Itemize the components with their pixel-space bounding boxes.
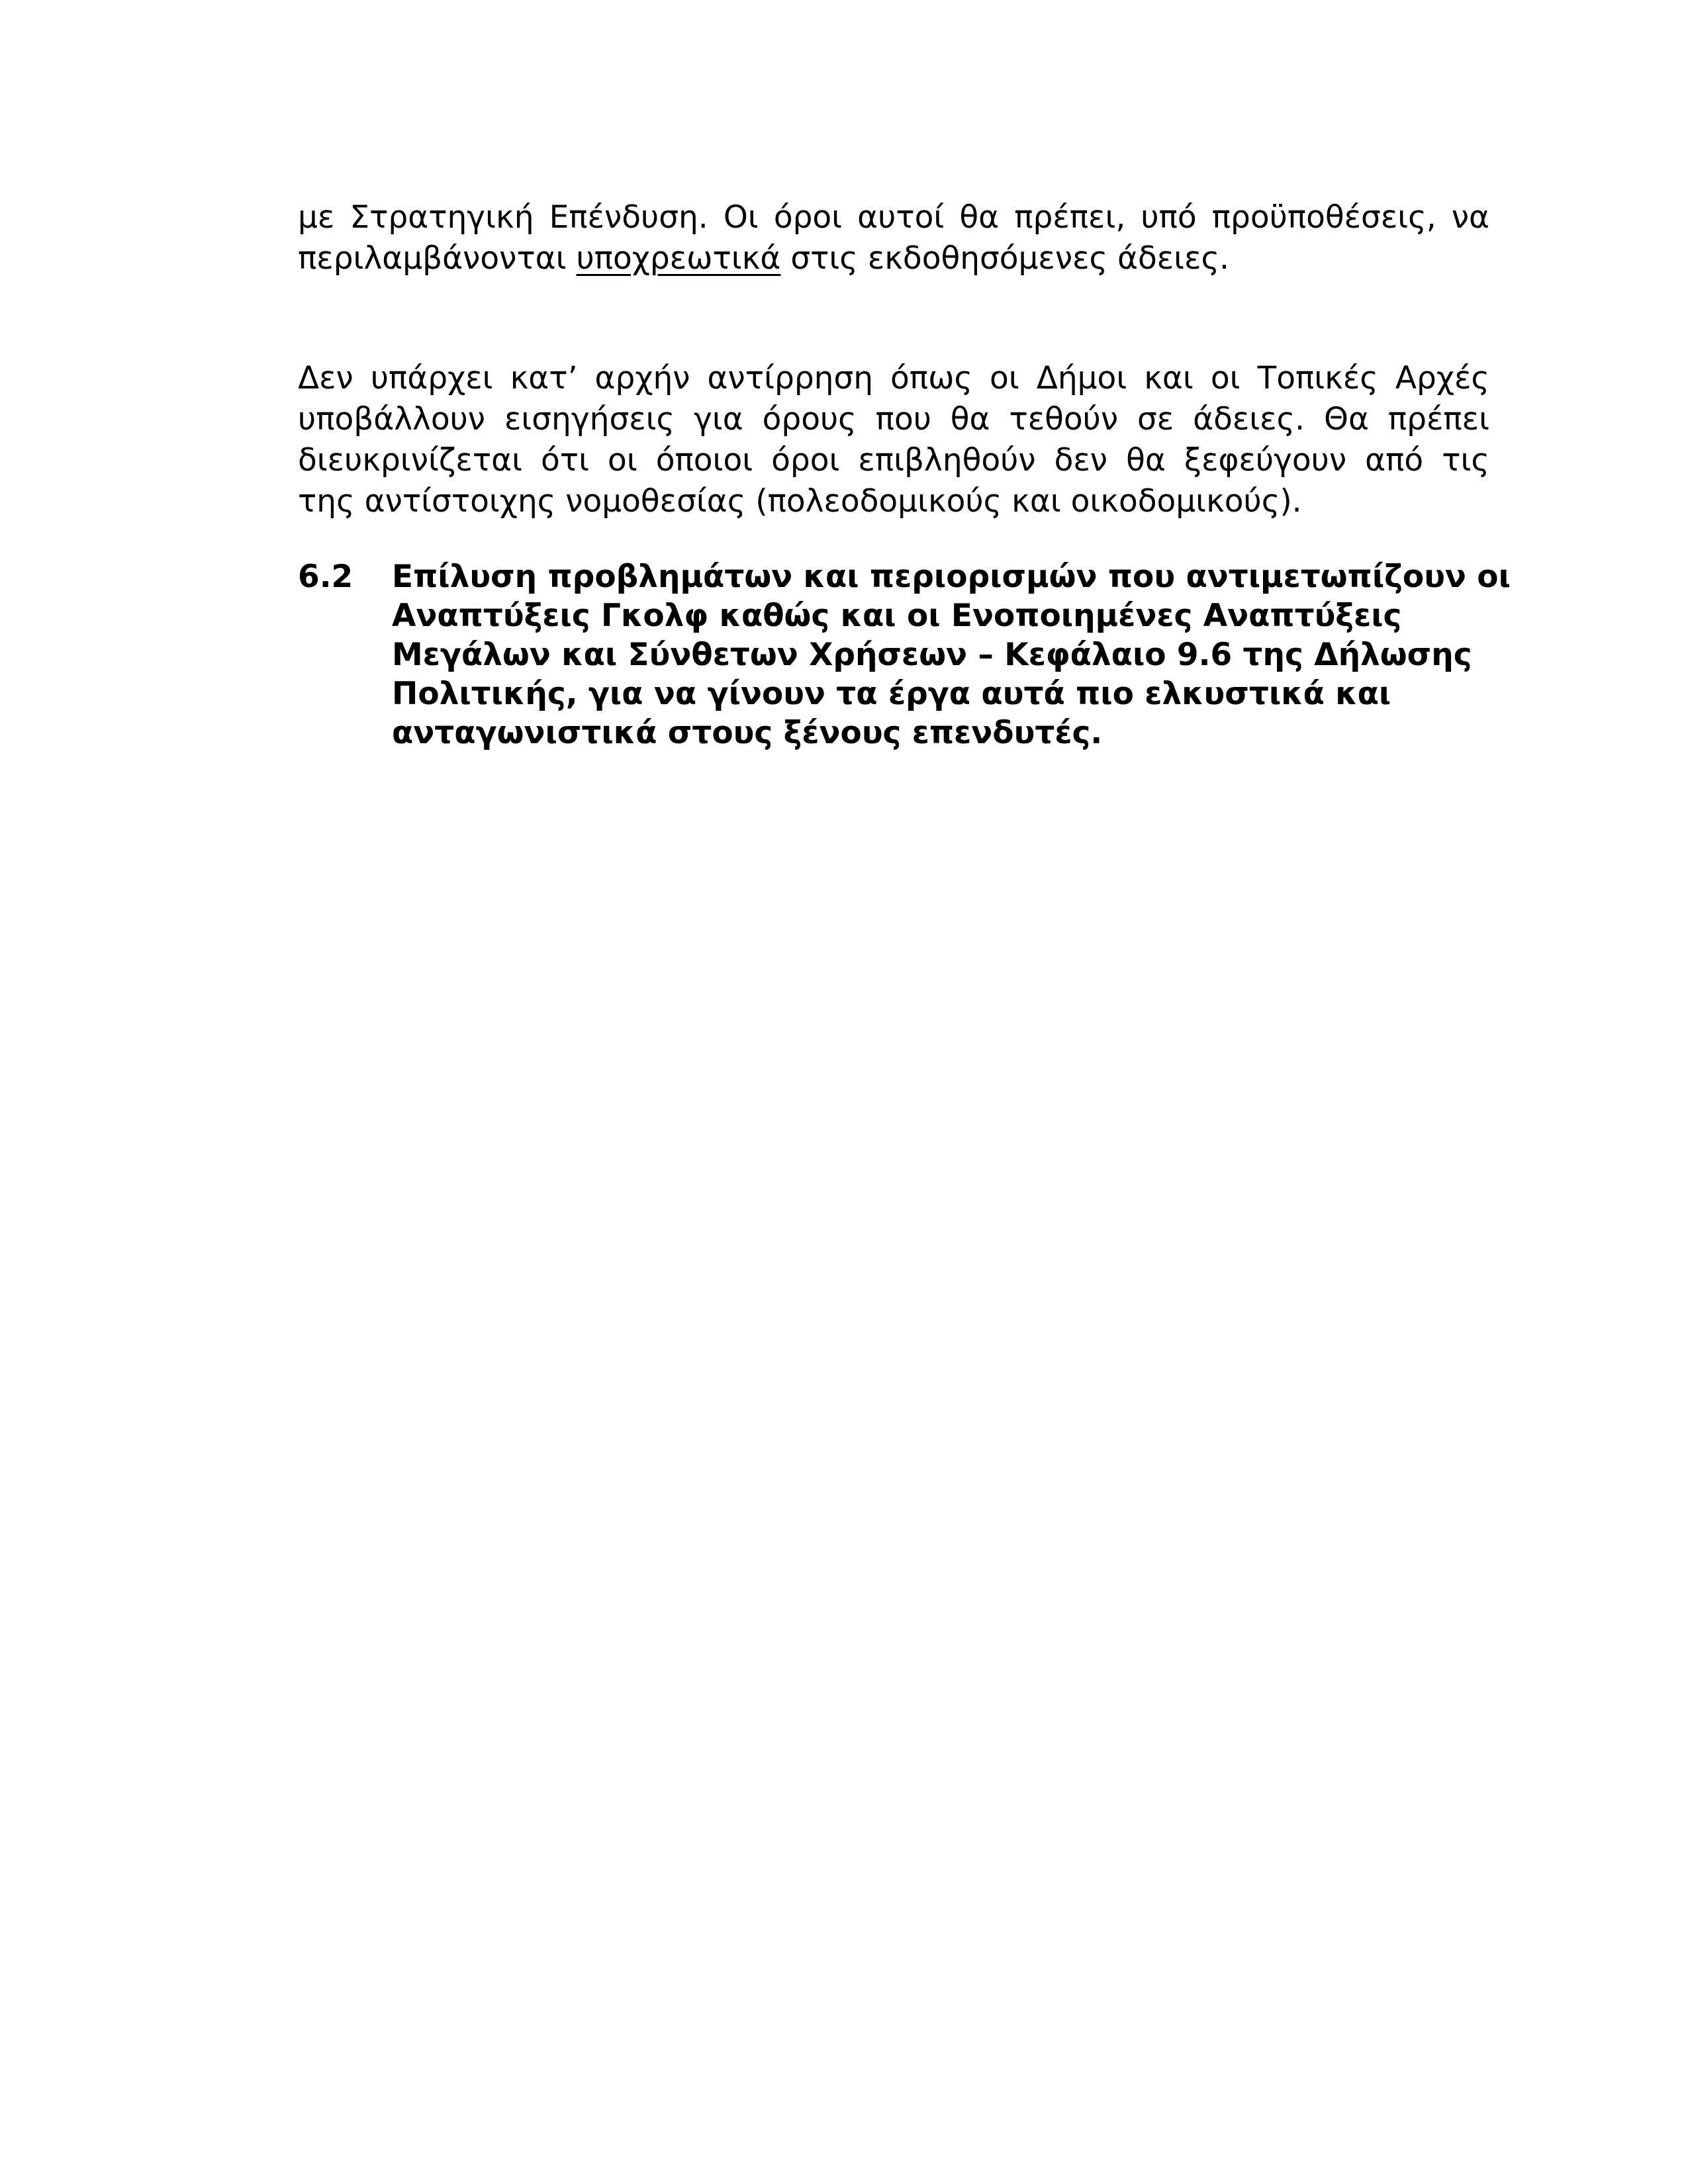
paragraph2-line: διευκρινίζεται ότι οι όποιοι όροι επιβληθούν δεν θα ξεφεύγουν από τις [298,442,1489,478]
section-title-line: Επίλυση προβλημάτων και περιορισμών που αντιμετωπίζουν οι [392,559,1511,595]
paragraph2-line: Δεν υπάρχει κατ’ αρχήν αντίρρηση όπως οι Δήμοι και οι Τοπικές Αρχές [298,360,1489,396]
paragraph-strategic-investment [298,197,1489,279]
section-title-line: Μεγάλων και Σύνθετων Χρήσεων – Κεφάλαιο 9.6 της Δήλωσης [392,637,1472,673]
paragraph2-line: της αντίστοιχης νομοθεσίας (πολεοδομικούς και οικοδομικούς). [298,483,1302,520]
paragraph1-line2 [298,238,1489,279]
section-title-line: ανταγωνιστικά στους ξένους επενδυτές. [392,715,1103,751]
paragraph1-line2-tail: στις εκδοθησόμενες άδειες. [780,240,1229,277]
paragraph-municipalities [298,358,1489,522]
paragraph1-line2-text: περιλαμβάνονται [298,240,577,277]
section-title-line: Αναπτύξεις Γκολφ καθώς και οι Ενοποιημένες Αναπτύξεις [392,598,1402,634]
underlined-word: υποχρεωτικά [576,240,781,277]
section-title-line: Πολιτικής, για να γίνουν τα έργα αυτά πιο ελκυστικά και [392,676,1391,712]
section-title [392,557,1511,752]
paragraph2-line: υποβάλλουν εισηγήσεις για όρους που θα τεθούν σε άδειες. Θα πρέπει [298,401,1489,437]
paragraph1-line1: με Στρατηγική Επένδυση. Οι όροι αυτοί θα πρέπει, υπό προϋποθέσεις, να [298,199,1489,236]
section-number: 6.2 [298,559,353,595]
